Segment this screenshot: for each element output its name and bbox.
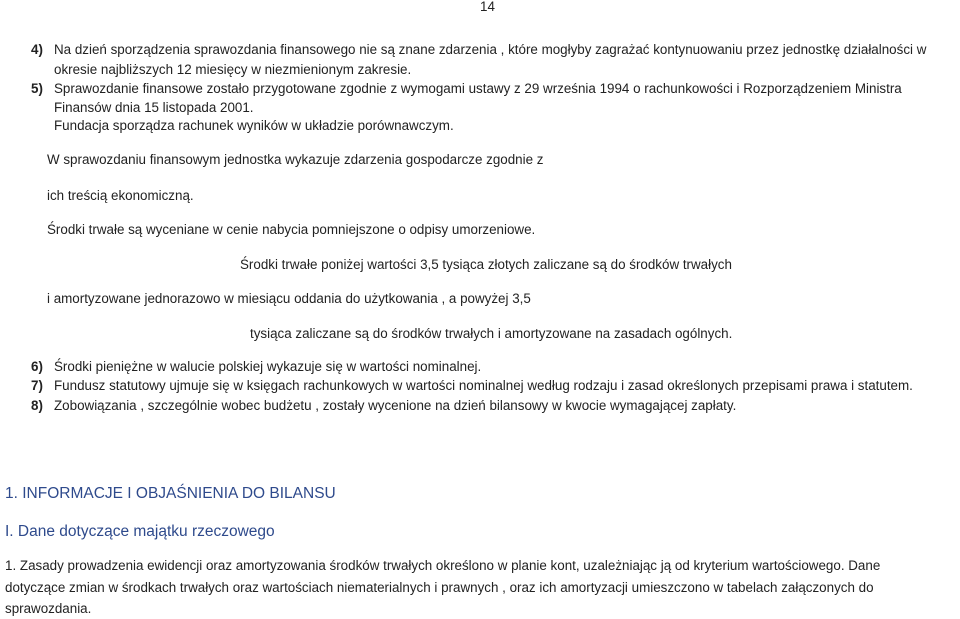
paragraph-recognition-line-1: W sprawozdaniu finansowym jednostka wykazuje zdarzenia gospodarcze zgodnie z (47, 152, 544, 167)
item-number-5: 5) (31, 81, 43, 96)
item-5-line-2: Finansów dnia 15 listopada 2001. (54, 100, 254, 115)
item-number-8: 8) (31, 398, 43, 413)
item-4-line-2: okresie najbliższych 12 miesięcy w niezmienionym zakresie. (54, 62, 412, 77)
paragraph-recognition-line-2: ich treścią ekonomiczną. (47, 188, 194, 203)
page-number: 14 (480, 0, 495, 14)
item-4-line-1: Na dzień sporządzenia sprawozdania finansowego nie są znane zdarzenia , które mogłyby zagrażać kontynuowaniu przez jednostkę działalności w (54, 42, 927, 57)
item-number-7: 7) (31, 378, 43, 393)
item-5-line-3: Fundacja sporządza rachunek wyników w układzie porównawczym. (54, 118, 454, 133)
item-number-6: 6) (31, 359, 43, 374)
item-5-line-1: Sprawozdanie finansowe zostało przygotowane zgodnie z wymogami ustawy z 29 września 1994 o rachunkowości i Rozporządzeniem Ministra (54, 81, 902, 96)
paragraph-threshold-line-3: tysiąca zaliczane są do środków trwałych i amortyzowane na zasadach ogólnych. (250, 326, 733, 341)
item-number-4: 4) (31, 42, 43, 57)
item-8-text: Zobowiązania , szczególnie wobec budżetu , zostały wycenione na dzień bilansowy w kwocie wymagającej zapłaty. (54, 398, 737, 413)
paragraph-threshold-line-1: Środki trwałe poniżej wartości 3,5 tysiąca złotych zaliczane są do środków trwałych (240, 257, 732, 272)
subsection-heading-majatek: I. Dane dotyczące majątku rzeczowego (5, 523, 275, 540)
final-paragraph-line-2: dotyczące zmian w środkach trwałych oraz wartościach niematerialnych i prawnych , oraz ich amortyzacji umieszczono w tabelach załączonych do (5, 580, 874, 595)
paragraph-valuation: Środki trwałe są wyceniane w cenie nabycia pomniejszone o odpisy umorzeniowe. (47, 222, 536, 237)
final-paragraph-line-3: sprawozdania. (5, 601, 92, 616)
item-6-text: Środki pieniężne w walucie polskiej wykazuje się w wartości nominalnej. (54, 359, 482, 374)
final-paragraph-line-1: 1. Zasady prowadzenia ewidencji oraz amortyzowania środków trwałych określono w planie kont, uzależniając ją od kryterium wartościowego. Dane (5, 558, 881, 573)
section-heading-bilans: 1. INFORMACJE I OBJAŚNIENIA DO BILANSU (5, 485, 336, 502)
paragraph-threshold-line-2: i amortyzowane jednorazowo w miesiącu oddania do użytkowania , a powyżej 3,5 (47, 291, 531, 306)
item-7-text: Fundusz statutowy ujmuje się w księgach rachunkowych w wartości nominalnej według rodzaju i zasad określonych przepisami prawa i statutem. (54, 378, 913, 393)
